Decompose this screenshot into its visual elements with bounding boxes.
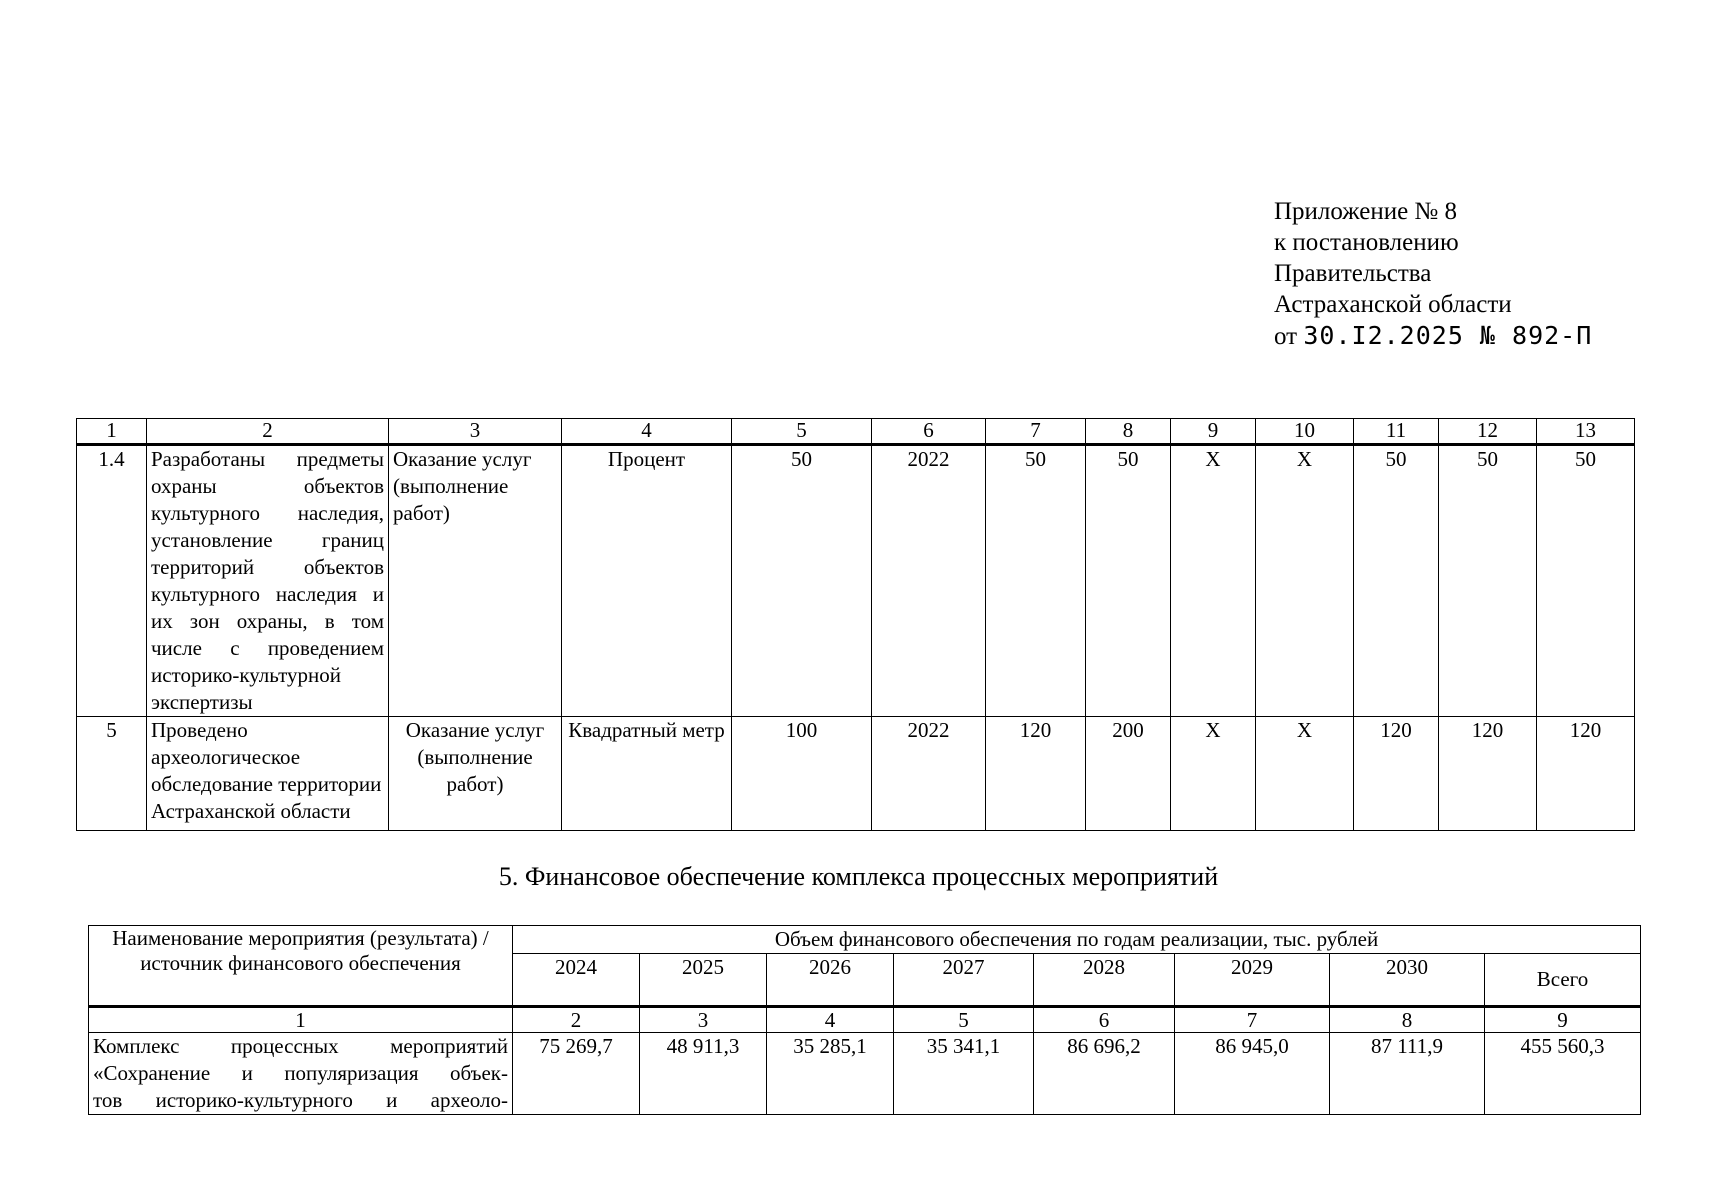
finance-number-cell: 6	[1034, 1007, 1175, 1033]
finance-year-header: 2030	[1330, 954, 1485, 1007]
finance-value: 35 285,1	[767, 1033, 894, 1115]
finance-group-header: Объем финансового обеспечения по годам реализации, тыс. рублей	[513, 926, 1641, 954]
finance-number-cell: 2	[513, 1007, 640, 1033]
finance-number-cell: 4	[767, 1007, 894, 1033]
finance-year-header: 2029	[1175, 954, 1330, 1007]
row-cell: 200	[1086, 717, 1171, 831]
row-cell: 120	[1439, 717, 1537, 831]
finance-row-name-line: «Сохранение и популяризация объек-	[93, 1061, 508, 1085]
finance-name-header: Наименование мероприятия (результата) / источник финансового обеспечения	[89, 926, 513, 1007]
finance-value: 87 111,9	[1330, 1033, 1485, 1115]
annex-line-2: к постановлению	[1274, 229, 1459, 256]
table1-header-cell: 1	[77, 419, 147, 445]
finance-year-header: Всего	[1485, 954, 1641, 1007]
table1-header-cell: 10	[1256, 419, 1354, 445]
row-cell: X	[1171, 445, 1256, 717]
section-title: 5. Финансовое обеспечение комплекса процессных мероприятий	[498, 862, 1219, 891]
finance-row-name	[89, 1033, 513, 1115]
table1-header-row	[77, 419, 1635, 445]
row-type: Оказание услуг (выполнение работ)	[389, 717, 562, 831]
table1-header-cell: 5	[732, 419, 872, 445]
annex-line-1: Приложение № 8	[1274, 198, 1458, 225]
row-name: Разработаны предметы охраны объектов культурного наследия, установление границ территорий объектов культурного наследия и их зон охраны, в том числе с проведением историко-культурной экспертизы	[147, 445, 389, 717]
row-cell: X	[1171, 717, 1256, 831]
finance-value: 48 911,3	[640, 1033, 767, 1115]
row-number: 1.4	[77, 445, 147, 717]
annex-date-stamp: 30.I2.2025 № 892-П	[1303, 321, 1593, 350]
annex-line-3: Правительства	[1274, 260, 1432, 287]
row-type: Оказание услуг (выполнение работ)	[389, 445, 562, 717]
annex-line-4: Астраханской области	[1274, 291, 1512, 318]
finance-table	[88, 925, 1641, 1115]
finance-year-header: 2025	[640, 954, 767, 1007]
finance-number-cell: 3	[640, 1007, 767, 1033]
finance-year-header: 2028	[1034, 954, 1175, 1007]
table1-header-cell: 2	[147, 419, 389, 445]
finance-number-cell: 5	[894, 1007, 1034, 1033]
finance-number-cell: 1	[89, 1007, 513, 1033]
table1-header-cell: 7	[986, 419, 1086, 445]
table-row	[77, 717, 1635, 831]
row-number: 5	[77, 717, 147, 831]
finance-numbers-row	[89, 1007, 1641, 1033]
row-cell: 100	[732, 717, 872, 831]
row-cell: 50	[986, 445, 1086, 717]
row-name: Проведено археологическое обследование территории Астраханской области	[147, 717, 389, 831]
table1-header-cell: 9	[1171, 419, 1256, 445]
finance-number-cell: 8	[1330, 1007, 1485, 1033]
row-cell: X	[1256, 717, 1354, 831]
table1-header-cell: 3	[389, 419, 562, 445]
row-cell: 120	[986, 717, 1086, 831]
row-cell: 50	[1354, 445, 1439, 717]
finance-row-name-line: тов историко-культурного и археоло-	[93, 1088, 508, 1112]
row-cell: 50	[732, 445, 872, 717]
row-cell: X	[1256, 445, 1354, 717]
table1-header-cell: 8	[1086, 419, 1171, 445]
row-cell: 2022	[872, 445, 986, 717]
row-cell: 50	[1537, 445, 1635, 717]
finance-row-name-line: Комплекс процессных мероприятий	[93, 1034, 508, 1058]
row-cell: 2022	[872, 717, 986, 831]
annex-note	[1274, 196, 1592, 352]
row-cell: 50	[1086, 445, 1171, 717]
finance-group-header-row	[89, 926, 1641, 954]
table1-header-cell: 4	[562, 419, 732, 445]
table1-header-cell: 12	[1439, 419, 1537, 445]
row-unit: Процент	[562, 445, 732, 717]
annex-date-prefix: от	[1274, 323, 1298, 350]
finance-year-header: 2026	[767, 954, 894, 1007]
finance-value: 86 696,2	[1034, 1033, 1175, 1115]
table-row	[77, 445, 1635, 717]
table1-header-cell: 11	[1354, 419, 1439, 445]
row-cell: 50	[1439, 445, 1537, 717]
finance-number-cell: 9	[1485, 1007, 1641, 1033]
row-unit: Квадратный метр	[562, 717, 732, 831]
annex-line-5	[1274, 320, 1592, 352]
finance-value: 35 341,1	[894, 1033, 1034, 1115]
table-row	[89, 1033, 1641, 1115]
table1-header-cell: 13	[1537, 419, 1635, 445]
finance-year-header: 2024	[513, 954, 640, 1007]
finance-value: 75 269,7	[513, 1033, 640, 1115]
row-cell: 120	[1537, 717, 1635, 831]
finance-value: 455 560,3	[1485, 1033, 1641, 1115]
finance-year-header: 2027	[894, 954, 1034, 1007]
indicators-table	[76, 418, 1635, 831]
table1-header-cell: 6	[872, 419, 986, 445]
finance-value: 86 945,0	[1175, 1033, 1330, 1115]
row-cell: 120	[1354, 717, 1439, 831]
finance-number-cell: 7	[1175, 1007, 1330, 1033]
